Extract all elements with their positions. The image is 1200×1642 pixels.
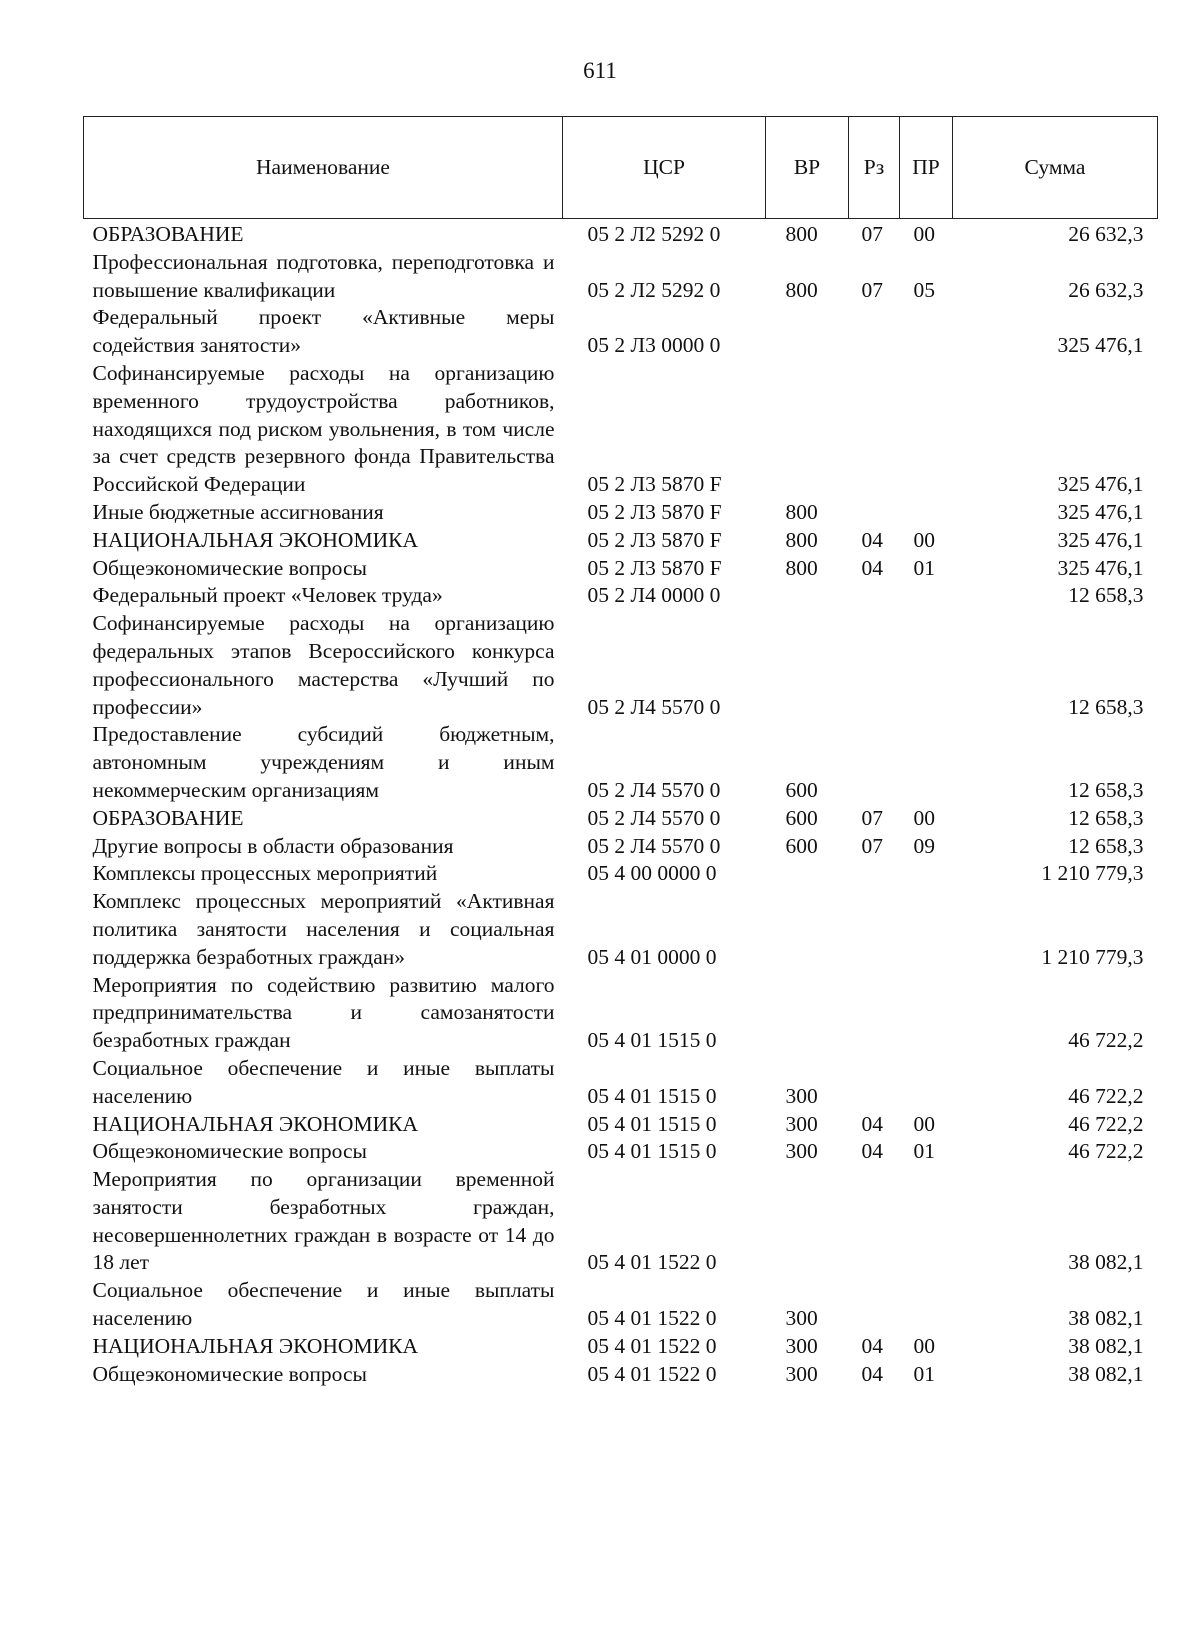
row-pr [900, 304, 953, 360]
row-sum: 46 722,2 [1068, 1028, 1144, 1053]
page-number: 611 [583, 58, 617, 83]
row-sum: 46 722,2 [1068, 1139, 1144, 1164]
table-row [84, 1333, 1158, 1361]
table-row [84, 1166, 1158, 1277]
header-pr: ПР [900, 117, 953, 219]
row-vr: 600 [785, 805, 818, 830]
row-pr [900, 1277, 953, 1333]
table-row [84, 360, 1158, 499]
row-rz [849, 721, 900, 804]
header-sum: Сумма [953, 117, 1158, 219]
row-name: Федеральный проект «Активные меры содействия занятости» [92, 305, 555, 358]
row-pr: 00 [913, 1111, 935, 1136]
table-row [84, 1111, 1158, 1139]
row-vr: 300 [785, 1361, 818, 1386]
row-csr: 05 2 Л2 5292 0 [587, 277, 721, 302]
row-name: НАЦИОНАЛЬНАЯ ЭКОНОМИКА [92, 527, 418, 552]
row-pr: 05 [913, 277, 935, 302]
row-pr [900, 1055, 953, 1111]
row-rz: 04 [861, 1333, 883, 1358]
row-pr: 01 [913, 1139, 935, 1164]
row-name: Общеэкономические вопросы [92, 1361, 367, 1386]
row-name: ОБРАЗОВАНИЕ [92, 805, 244, 830]
row-vr: 800 [785, 222, 818, 246]
row-pr: 09 [913, 833, 935, 858]
row-rz: 07 [861, 805, 883, 830]
row-sum: 38 082,1 [1068, 1306, 1144, 1331]
row-rz: 04 [861, 555, 883, 580]
row-csr: 05 4 01 1522 0 [587, 1361, 717, 1386]
budget-table [83, 116, 1158, 1388]
row-vr: 800 [785, 277, 818, 302]
row-sum: 325 476,1 [1057, 499, 1144, 524]
table-row [84, 610, 1158, 721]
row-pr [900, 860, 953, 888]
row-rz [849, 499, 900, 527]
row-vr [766, 1166, 849, 1277]
table-row [84, 1277, 1158, 1333]
row-name: Иные бюджетные ассигнования [92, 499, 384, 524]
table-row [84, 972, 1158, 1055]
row-pr [900, 888, 953, 971]
row-name: Софинансируемые расходы на организацию временного трудоустройства работников, находящихся под риском увольнения, в том числе за счет средств резервного фонда Правительства Российской Федерации [92, 360, 555, 497]
row-csr: 05 4 01 1522 0 [587, 1306, 717, 1331]
row-csr: 05 2 Л3 5870 F [587, 555, 722, 580]
row-sum: 12 658,3 [1068, 777, 1144, 802]
row-sum: 26 632,3 [1068, 277, 1144, 302]
row-name: Социальное обеспечение и иные выплаты населению [92, 1278, 555, 1331]
row-vr: 600 [785, 777, 818, 802]
row-csr: 05 4 01 1515 0 [587, 1111, 717, 1136]
row-name: ОБРАЗОВАНИЕ [92, 222, 244, 246]
row-vr [766, 972, 849, 1055]
row-vr: 300 [785, 1333, 818, 1358]
row-name: Мероприятия по организации временной занятости безработных граждан, несовершеннолетних граждан в возрасте от 14 до 18 лет [92, 1167, 555, 1275]
table-row [84, 1055, 1158, 1111]
row-name: Социальное обеспечение и иные выплаты населению [92, 1055, 555, 1108]
row-pr: 00 [913, 527, 935, 552]
row-name: Общеэкономические вопросы [92, 555, 367, 580]
header-csr: ЦСР [563, 117, 766, 219]
row-sum: 38 082,1 [1068, 1250, 1144, 1275]
row-rz [849, 1277, 900, 1333]
row-pr: 00 [913, 222, 935, 246]
row-sum: 12 658,3 [1068, 833, 1144, 858]
row-csr: 05 2 Л4 5570 0 [587, 777, 721, 802]
row-rz: 04 [861, 1361, 883, 1386]
header-row [84, 117, 1158, 219]
row-sum: 325 476,1 [1057, 527, 1144, 552]
row-pr [900, 582, 953, 610]
row-name: Общеэкономические вопросы [92, 1139, 367, 1164]
row-vr: 800 [785, 555, 818, 580]
row-csr: 05 2 Л3 5870 F [587, 472, 722, 497]
row-name: Профессиональная подготовка, переподготовка и повышение квалификации [92, 249, 555, 302]
table-row [84, 499, 1158, 527]
row-rz [849, 972, 900, 1055]
row-csr: 05 2 Л3 5870 F [587, 527, 722, 552]
row-sum: 1 210 779,3 [1041, 861, 1144, 886]
table-row [84, 860, 1158, 888]
row-vr [766, 360, 849, 499]
row-rz [849, 304, 900, 360]
table-row [84, 833, 1158, 861]
row-csr: 05 2 Л3 5870 F [587, 499, 722, 524]
row-vr: 600 [785, 833, 818, 858]
row-vr: 800 [785, 499, 818, 524]
row-csr: 05 4 01 1522 0 [587, 1250, 717, 1275]
table-row [84, 582, 1158, 610]
row-csr: 05 4 01 1515 0 [587, 1028, 717, 1053]
table-row [84, 805, 1158, 833]
table-row [84, 304, 1158, 360]
row-sum: 46 722,2 [1068, 1111, 1144, 1136]
row-name: Комплексы процессных мероприятий [92, 861, 438, 886]
row-csr: 05 2 Л4 5570 0 [587, 805, 721, 830]
row-sum: 26 632,3 [1068, 222, 1144, 246]
row-vr [766, 888, 849, 971]
table-row [84, 888, 1158, 971]
row-name: Софинансируемые расходы на организацию федеральных этапов Всероссийского конкурса профессионального мастерства «Лучший по профессии» [92, 611, 555, 719]
row-pr [900, 610, 953, 721]
row-rz: 07 [861, 222, 883, 246]
row-name: НАЦИОНАЛЬНАЯ ЭКОНОМИКА [92, 1111, 418, 1136]
row-rz: 04 [861, 1139, 883, 1164]
row-csr: 05 4 01 1515 0 [587, 1139, 717, 1164]
row-csr: 05 2 Л3 0000 0 [587, 333, 721, 358]
row-vr: 300 [785, 1306, 818, 1331]
table-row [84, 721, 1158, 804]
table-row [84, 1138, 1158, 1166]
row-vr [766, 304, 849, 360]
row-csr: 05 2 Л4 5570 0 [587, 694, 721, 719]
row-sum: 325 476,1 [1057, 472, 1144, 497]
row-rz [849, 1055, 900, 1111]
row-vr [766, 582, 849, 610]
row-vr: 300 [785, 1111, 818, 1136]
row-name: Другие вопросы в области образования [92, 833, 454, 858]
row-vr: 800 [785, 527, 818, 552]
table-body [84, 219, 1158, 1389]
row-rz [849, 360, 900, 499]
row-vr: 300 [785, 1139, 818, 1164]
row-name: Федеральный проект «Человек труда» [92, 583, 443, 608]
table-row [84, 219, 1158, 249]
row-sum: 1 210 779,3 [1041, 944, 1144, 969]
row-sum: 325 476,1 [1057, 555, 1144, 580]
row-name: НАЦИОНАЛЬНАЯ ЭКОНОМИКА [92, 1333, 418, 1358]
table-row [84, 527, 1158, 555]
row-pr [900, 972, 953, 1055]
row-rz: 07 [861, 277, 883, 302]
row-rz [849, 610, 900, 721]
row-vr: 300 [785, 1083, 818, 1108]
row-pr [900, 1166, 953, 1277]
row-rz [849, 582, 900, 610]
row-pr [900, 499, 953, 527]
row-rz [849, 888, 900, 971]
row-csr: 05 4 00 0000 0 [587, 861, 717, 886]
row-csr: 05 4 01 1522 0 [587, 1333, 717, 1358]
row-rz: 04 [861, 527, 883, 552]
table-row [84, 1361, 1158, 1389]
row-rz [849, 860, 900, 888]
header-name: Наименование [84, 117, 563, 219]
row-pr: 01 [913, 1361, 935, 1386]
row-vr [766, 610, 849, 721]
row-sum: 38 082,1 [1068, 1361, 1144, 1386]
row-sum: 12 658,3 [1068, 805, 1144, 830]
row-pr: 01 [913, 555, 935, 580]
row-csr: 05 4 01 0000 0 [587, 944, 717, 969]
header-rz: Рз [849, 117, 900, 219]
row-rz: 07 [861, 833, 883, 858]
row-sum: 12 658,3 [1068, 694, 1144, 719]
table-row [84, 555, 1158, 583]
row-rz: 04 [861, 1111, 883, 1136]
row-pr: 00 [913, 805, 935, 830]
row-rz [849, 1166, 900, 1277]
row-sum: 325 476,1 [1057, 333, 1144, 358]
row-name: Комплекс процессных мероприятий «Активная политика занятости населения и социальная поддержка безработных граждан» [92, 889, 555, 969]
header-vr: ВР [766, 117, 849, 219]
table-header [84, 117, 1158, 219]
row-csr: 05 2 Л4 0000 0 [587, 583, 721, 608]
row-sum: 46 722,2 [1068, 1083, 1144, 1108]
row-csr: 05 2 Л4 5570 0 [587, 833, 721, 858]
row-csr: 05 4 01 1515 0 [587, 1083, 717, 1108]
row-vr [766, 860, 849, 888]
row-pr: 00 [913, 1333, 935, 1358]
row-csr: 05 2 Л2 5292 0 [587, 222, 721, 246]
row-sum: 12 658,3 [1068, 583, 1144, 608]
row-name: Предоставление субсидий бюджетным, автономным учреждениям и иным некоммерческим организациям [92, 722, 555, 802]
row-name: Мероприятия по содействию развитию малого предпринимательства и самозанятости безработных граждан [92, 972, 555, 1053]
row-pr [900, 721, 953, 804]
table-row [84, 249, 1158, 305]
row-sum: 38 082,1 [1068, 1333, 1144, 1358]
row-pr [900, 360, 953, 499]
